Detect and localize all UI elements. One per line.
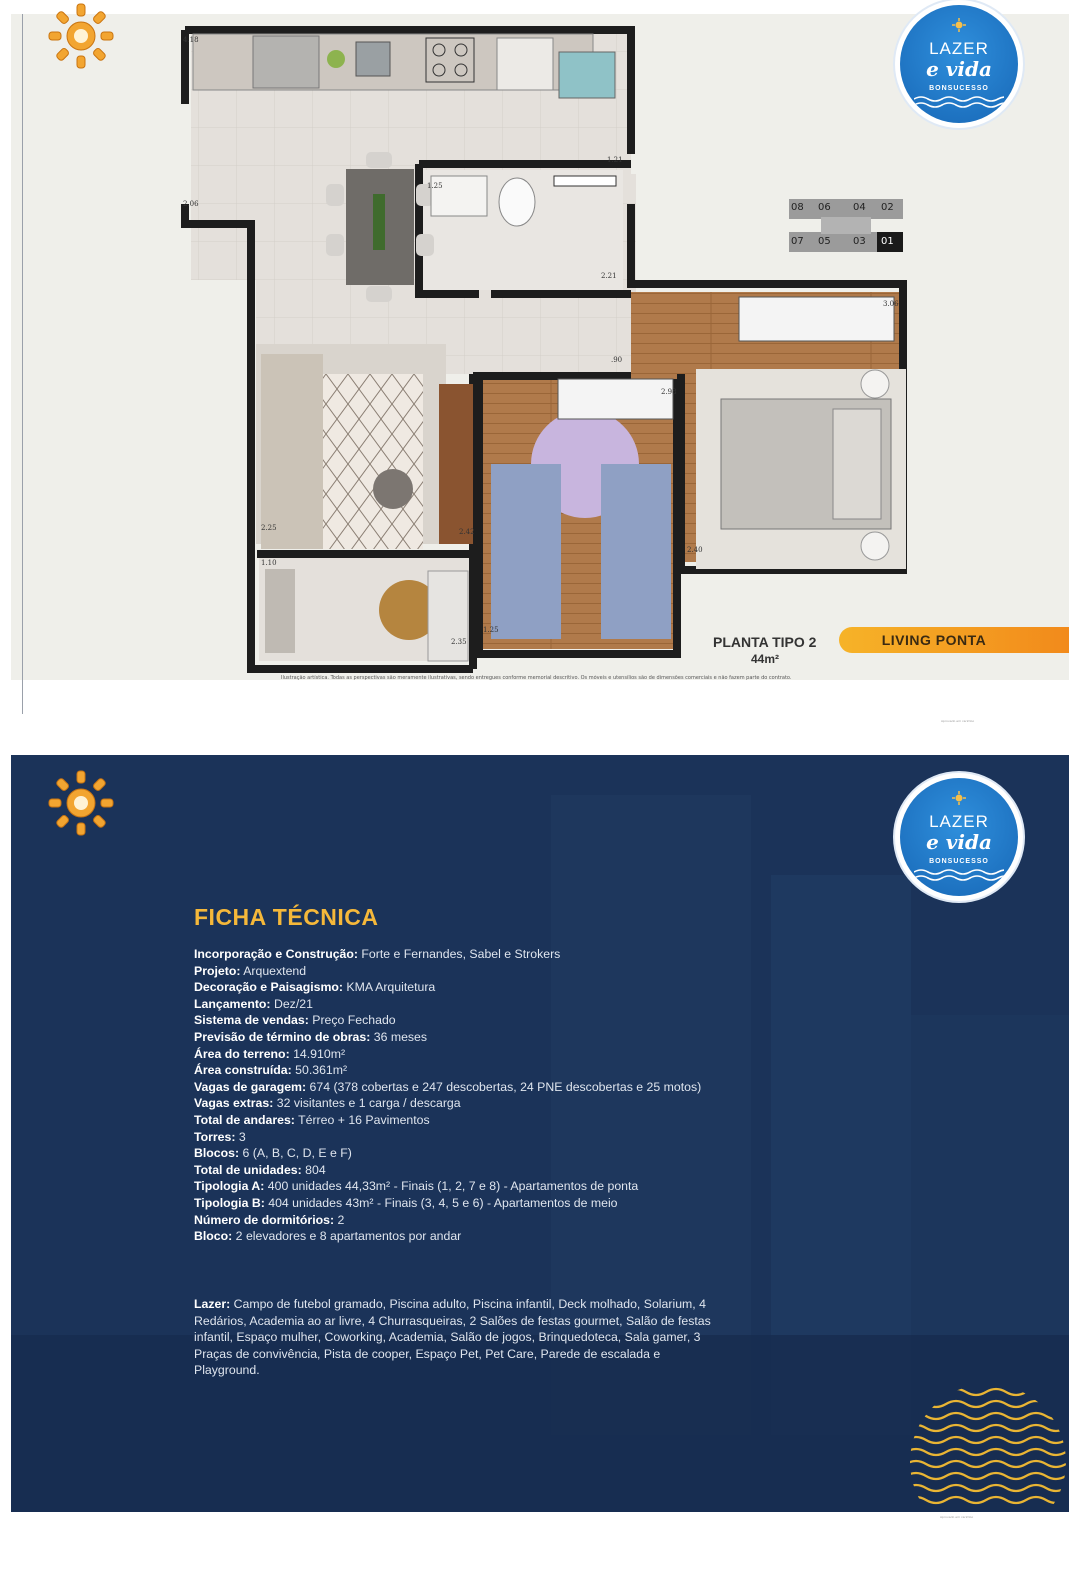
spec-value: Arquextend — [240, 963, 307, 978]
lazer-e-vida-badge — [895, 773, 1023, 901]
spec-label: Total de unidades: — [194, 1162, 302, 1177]
dimension-label: 2.06 — [183, 200, 199, 208]
spec-label: Previsão de término de obras: — [194, 1029, 371, 1044]
spec-row — [194, 1029, 729, 1046]
key-plan-unit: 02 — [881, 202, 894, 213]
dimension-label: 2.40 — [687, 546, 703, 554]
spec-label: Incorporação e Construção: — [194, 947, 358, 961]
spec-label: Lançamento: — [194, 996, 271, 1011]
sun-badge-icon — [952, 791, 966, 805]
lazer-value: Campo de futebol gramado, Piscina adulto, Piscina infantil, Deck molhado, Solarium, 4 Redários, Academia ao ar livre, 4 Churrasqueiras, 2 Salões de festas gourmet, Salão de festas infantil, Espaço mulher, Coworking, Academia, Salão de jogos, Brinquedoteca, Sala gamer, 3 Praças de convivência, Pista de cooper, Espaço Pet, Pet Care, Parede de escalada e Playground. — [194, 1297, 711, 1378]
dimension-label: 1.25 — [427, 182, 443, 190]
spec-row — [194, 1046, 729, 1063]
spec-label: Sistema de vendas: — [194, 1013, 309, 1028]
plan-disclaimer: Ilustração artística. Todas as perspectivas são meramente ilustrativas, sendo entregues conforme memorial descritivo. Os móveis e utensílios são de dimensões comerciais e não fazem parte do contrato. — [281, 675, 792, 681]
wave-decoration-icon — [906, 1380, 1066, 1512]
badge-e-vida: e vida — [926, 830, 992, 854]
spec-row — [194, 1178, 729, 1195]
spec-label: Blocos: — [194, 1146, 240, 1161]
spec-label: Tipologia A: — [194, 1179, 265, 1194]
spec-row — [194, 1079, 729, 1096]
spec-value: Preço Fechado — [308, 1013, 396, 1028]
spec-label: Tipologia B: — [194, 1195, 265, 1210]
crop-line — [22, 14, 23, 714]
spec-label: Bloco: — [194, 1229, 233, 1244]
wave-icon — [914, 868, 1004, 882]
spec-value: KMA Arquitetura — [343, 980, 436, 995]
key-plan-unit: 07 — [791, 236, 804, 247]
dimension-label: 2.25 — [261, 524, 277, 532]
spec-label: Vagas de garagem: — [194, 1079, 307, 1094]
spec-row — [194, 1145, 729, 1162]
ficha-tecnica-page — [11, 755, 1069, 1512]
key-plan-unit: 03 — [853, 236, 866, 247]
spec-value: 2 — [334, 1212, 345, 1227]
spec-value: 32 visitantes e 1 carga / descarga — [273, 1096, 461, 1111]
badge-e-vida: e vida — [926, 57, 992, 81]
spec-value: 674 (378 cobertas e 247 descobertas, 24 PNE descobertas e 25 motos) — [306, 1079, 702, 1094]
spec-value: 6 (A, B, C, D, E e F) — [239, 1146, 352, 1161]
dimension-label: 3.06 — [883, 300, 899, 308]
living-ponta-label: LIVING PONTA — [881, 632, 987, 648]
badge-bonsucesso: BONSUCESSO — [929, 85, 989, 92]
spec-row — [194, 1212, 729, 1229]
badge-bonsucesso: BONSUCESSO — [929, 858, 989, 865]
spec-list — [194, 946, 729, 1245]
spec-label: Decoração e Paisagismo: — [194, 980, 343, 995]
floor-plan-drawing — [161, 14, 921, 674]
spec-value: Forte e Fernandes, Sabel e Strokers — [358, 947, 561, 961]
spec-value: 50.361m² — [291, 1063, 348, 1078]
spec-row — [194, 946, 729, 963]
spec-row — [194, 1195, 729, 1212]
spec-value: 3 — [235, 1129, 246, 1144]
badge-lazer: LAZER — [929, 812, 989, 831]
dimension-label: 1.25 — [483, 626, 499, 634]
dimension-label: 1.21 — [607, 156, 623, 164]
spec-label: Projeto: — [194, 963, 241, 978]
spec-row — [194, 1129, 729, 1146]
sun-badge-icon — [952, 18, 966, 32]
spec-row — [194, 1095, 729, 1112]
dimension-label: 2.42 — [459, 528, 475, 536]
spec-row — [194, 963, 729, 980]
spec-value: 404 unidades 43m² - Finais (3, 4, 5 e 6) - Apartamentos de meio — [264, 1195, 618, 1210]
spec-label: Vagas extras: — [194, 1096, 274, 1111]
plan-title: PLANTA TIPO 2 — [713, 634, 817, 650]
key-plan-unit-highlighted: 01 — [881, 236, 894, 247]
spec-row — [194, 979, 729, 996]
spec-value: 36 meses — [370, 1029, 428, 1044]
badge-lazer: LAZER — [929, 39, 989, 58]
lazer-paragraph — [194, 1296, 729, 1379]
spec-row — [194, 1062, 729, 1079]
key-plan-unit: 06 — [818, 202, 831, 213]
key-plan — [781, 199, 911, 257]
approval-note: Aprovado em carimbo — [940, 1515, 974, 1519]
lazer-label: Lazer: — [194, 1297, 231, 1311]
spec-row — [194, 1228, 729, 1245]
dimension-label: 2.98 — [661, 388, 677, 396]
key-plan-unit: 05 — [818, 236, 831, 247]
spec-value: 2 elevadores e 8 apartamentos por andar — [232, 1229, 462, 1244]
spec-row — [194, 1112, 729, 1129]
wave-icon — [914, 95, 1004, 109]
spec-value: 400 unidades 44,33m² - Finais (1, 2, 7 e 8) - Apartamentos de ponta — [264, 1179, 639, 1194]
spec-value: Dez/21 — [270, 996, 313, 1011]
dimension-label: 1.10 — [261, 559, 277, 567]
plan-area: 44m² — [751, 652, 780, 666]
spec-label: Área construída: — [194, 1063, 292, 1078]
ficha-tecnica-title: FICHA TÉCNICA — [194, 904, 379, 930]
spec-label: Número de dormitórios: — [194, 1212, 335, 1227]
sun-logo-icon — [47, 769, 115, 837]
dimension-label: 4.18 — [183, 36, 199, 44]
spec-row — [194, 1012, 729, 1029]
spec-row — [194, 996, 729, 1013]
spec-label: Torres: — [194, 1129, 236, 1144]
spec-value: 14.910m² — [289, 1046, 346, 1061]
spec-label: Área do terreno: — [194, 1046, 290, 1061]
floor-plan-page — [11, 14, 1069, 757]
key-plan-unit: 04 — [853, 202, 866, 213]
spec-value: Térreo + 16 Pavimentos — [294, 1112, 430, 1127]
dimension-label: .90 — [611, 356, 623, 364]
spec-value: 804 — [301, 1162, 326, 1177]
spec-label: Total de andares: — [194, 1112, 295, 1127]
dimension-label: 2.21 — [601, 272, 617, 280]
spec-row — [194, 1162, 729, 1179]
approval-note: Aprovado em carimbo — [941, 719, 975, 723]
key-plan-unit: 08 — [791, 202, 804, 213]
living-ponta-tag — [839, 627, 1069, 653]
dimension-label: 2.35 — [451, 638, 467, 646]
sun-logo-icon — [47, 2, 115, 70]
